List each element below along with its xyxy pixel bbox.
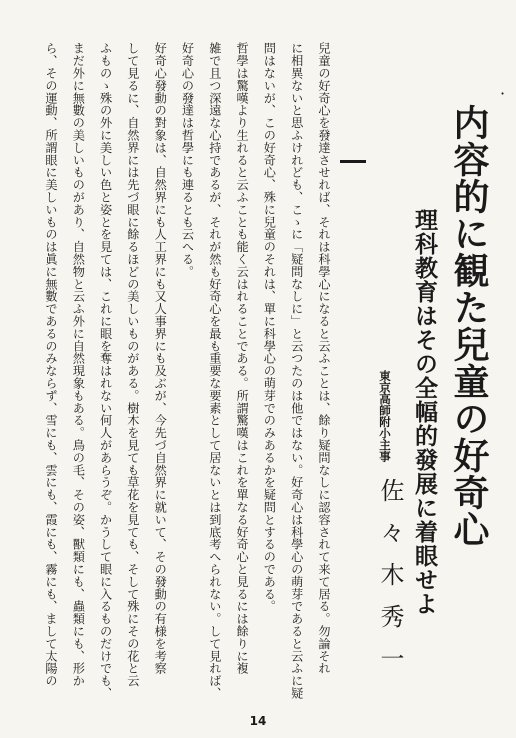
body-line: ふものゝ殊の外に美しい色と姿とを見ては、これに眼を奪はれない何人があらうぞ。かうして眼に入るものだけでも、 bbox=[98, 42, 113, 700]
body-line: まだ外に無數の美しいものがあり、自然物と云ふ外に自然現象もある。鳥の毛、その姿、獸類にも、蟲類にも、形か bbox=[71, 42, 86, 687]
body-line: 問はないが、この好奇心、殊に兒童のそれは、單に科學心の萌芽でのみあるかを疑問とするのである。 bbox=[262, 42, 277, 613]
article-title: 内容的に観た兒童の好奇心 bbox=[448, 104, 490, 548]
decorative-dot: · bbox=[500, 84, 506, 103]
body-line: 雑で且つ深遠な心持であるが、それが然も好奇心を最も重要な要素として居ないとは到底考へられない。して見れば、 bbox=[207, 42, 222, 700]
page-number: 14 bbox=[249, 714, 267, 728]
body-line: 好奇心の發達は哲學にも連るとも云へる。 bbox=[180, 42, 195, 278]
body-line: 兒童の好奇心を發達させれば、それは科學心になると云ふことは、餘り疑問なしに認容されて来て居る。勿論それ bbox=[317, 42, 331, 675]
body-line: して見るに、自然界には先づ眼に餘るほどの美しいものがある。樹木を見ても草花を見ても、そして殊にその花と云 bbox=[125, 42, 140, 687]
section-number bbox=[340, 160, 366, 163]
author-name: 佐々木秀一 bbox=[376, 478, 404, 688]
article-subtitle: 理科教育はその全幅的發展に着眼せよ bbox=[411, 208, 438, 616]
body-line: 好奇心發動の對象は、自然界にも人工界にも又人事界にも及ぶが、今先づ自然界に就いて、その發動の有様を考察 bbox=[153, 42, 168, 675]
body-line: に相異ないと思ふけれども、こゝに「疑問なしに」と云つたのは他ではない。好奇心は科學心の萌芽であると云ふに疑 bbox=[289, 42, 304, 700]
body-line: 哲學は驚嘆より生れると云ふことも能く云はれることである。所謂驚嘆はこれを單なる好奇心と見るには餘りに複 bbox=[235, 42, 250, 675]
author-affiliation: 東京高師附小主事 bbox=[378, 370, 392, 462]
body-line: ら、その運動、所謂眼に美しいものは眞に無數であるのみならず、雪にも、雲にも、霞にも、霧にも、まして太陽の bbox=[44, 42, 58, 687]
